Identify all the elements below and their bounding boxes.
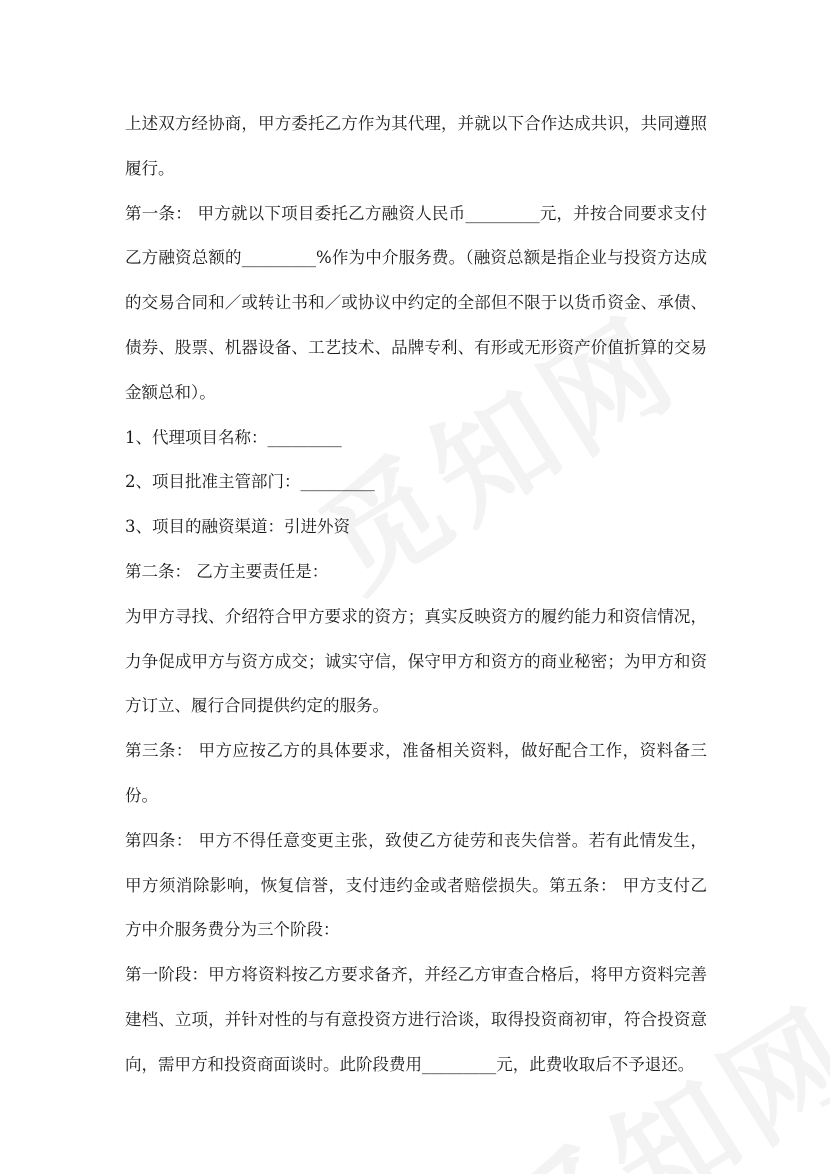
document-body [125, 102, 707, 1088]
paragraph-stage-1: 第一阶段：甲方将资料按乙方要求备齐，并经乙方审查合格后，将甲方资料完善建档、立项，并针对性的与有意投资方进行洽谈，取得投资商初审，符合投资意向，需甲方和投资商面谈时。此阶段费用_________元，此费收取后不予退还。 [125, 965, 707, 1074]
paragraph-article-4-5: 第四条： 甲方不得任意变更主张，致使乙方徒劳和丧失信誉。若有此情发生，甲方须消除影响，恢复信誉，支付违约金或者赔偿损失。第五条： 甲方支付乙方中介服务费分为三个阶段： [125, 830, 707, 940]
paragraph-item-1: 1、代理项目名称：_________ [125, 427, 342, 447]
paragraph-article-2-body: 为甲方寻找、介绍符合甲方要求的资方；真实反映资方的履约能力和资信情况，力争促成甲方与资方成交；诚实守信，保守甲方和资方的商业秘密；为甲方和资方订立、履行合同提供约定的服务。 [125, 606, 707, 716]
paragraph-article-2: 第二条： 乙方主要责任是： [125, 561, 329, 581]
paragraph-preamble: 上述双方经协商，甲方委托乙方作为其代理，并就以下合作达成共识，共同遵照履行。 [125, 114, 707, 178]
paragraph-article-3: 第三条： 甲方应按乙方的具体要求，准备相关资料，做好配合工作，资料备三份。 [125, 741, 707, 805]
paragraph-article-1: 第一条： 甲方就以下项目委托乙方融资人民币_________元，并按合同要求支付乙方融资总额的_________%作为中介服务费。（融资总额是指企业与投资方达成的交易合同和／或转让书和／或协议中约定的全部但不限于以货币资金、承债、债券、股票、机器设备、工艺技术、品牌专利、有形或无形资产价值折算的交易金额总和）。 [125, 203, 707, 402]
paragraph-item-2: 2、项目批准主管部门：_________ [125, 472, 375, 492]
paragraph-item-3: 3、项目的融资渠道：引进外资 [125, 517, 350, 537]
